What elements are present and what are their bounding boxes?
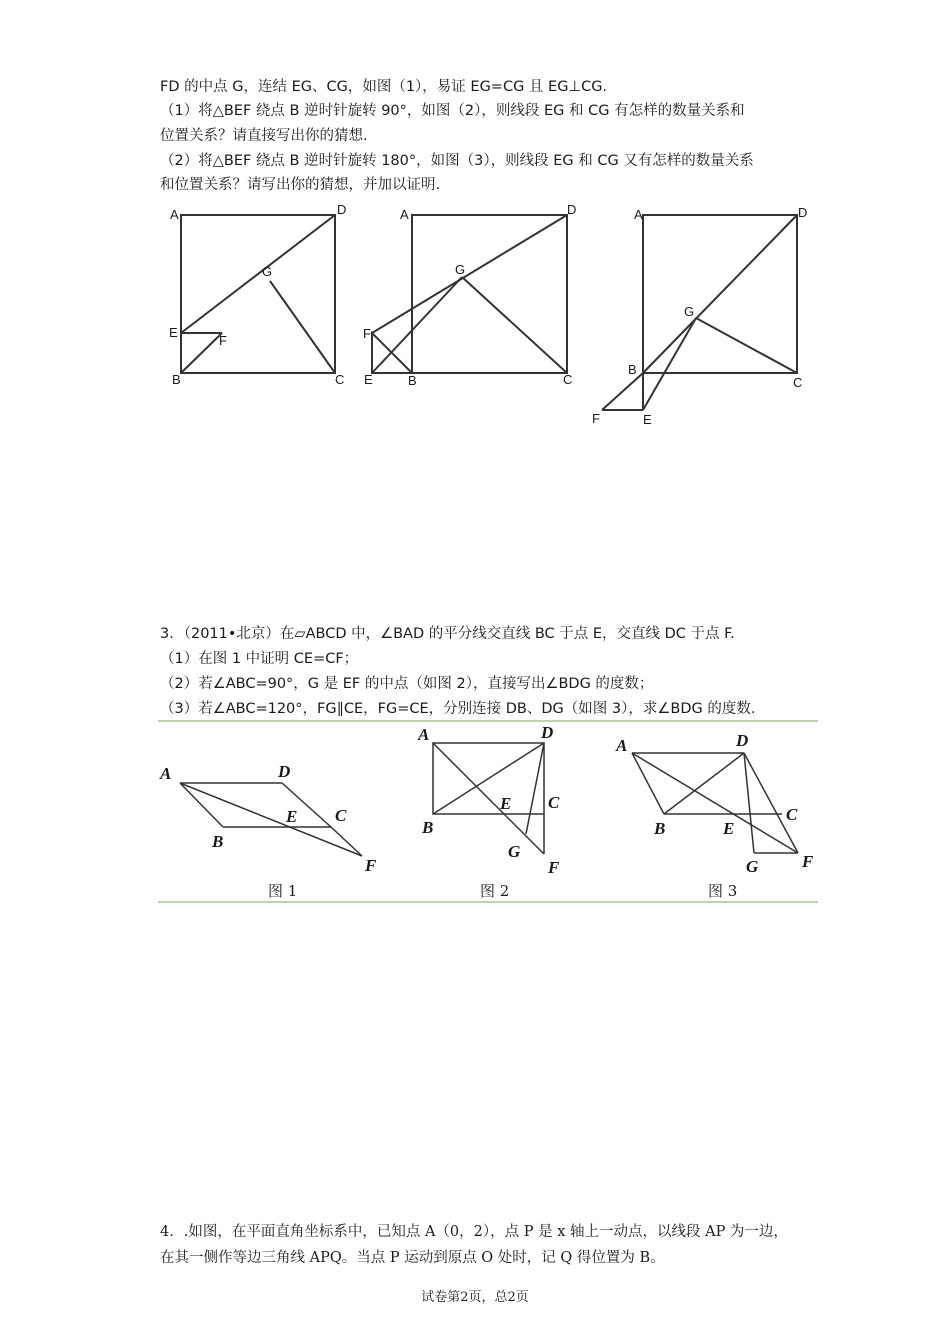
page-footer: 试卷第2页，总2页 xyxy=(421,1290,529,1305)
problem2-question-1: （1）将△BEF 绕点 B 逆时针旋转 90°，如图（2），则线段 EG 和 CG 有怎样的数量关系和 xyxy=(160,103,745,119)
problem2-text-line: FD 的中点 G，连结 EG、CG，如图（1），易证 EG=CG 且 EG⊥CG. xyxy=(160,79,608,95)
label-f: F xyxy=(802,852,814,871)
label-a: A xyxy=(400,207,409,222)
problem3-figure-2 xyxy=(433,743,544,854)
label-f: F xyxy=(363,326,371,341)
label-c: C xyxy=(563,372,573,387)
label-b: B xyxy=(408,373,417,388)
label-e: E xyxy=(723,819,735,838)
label-e: E xyxy=(286,807,298,826)
label-c: C xyxy=(335,806,347,825)
label-g: G xyxy=(262,264,273,279)
label-f: F xyxy=(548,858,560,877)
problem3-question-1: （1）在图 1 中证明 CE=CF； xyxy=(160,651,359,667)
label-e: E xyxy=(500,794,512,813)
label-b: B xyxy=(212,832,224,851)
label-f: F xyxy=(365,856,377,875)
label-a: A xyxy=(418,725,430,744)
figure-caption-2: 图 2 xyxy=(480,882,510,900)
label-c: C xyxy=(335,372,345,387)
label-d: D xyxy=(567,202,577,217)
label-c: C xyxy=(548,793,560,812)
label-d: D xyxy=(798,205,808,220)
label-g: G xyxy=(508,842,521,861)
label-a: A xyxy=(160,764,172,783)
label-b: B xyxy=(422,818,434,837)
problem3-question-2: （2）若∠ABC=90°，G 是 EF 的中点（如图 2），直接写出∠BDG 的度数； xyxy=(160,676,654,692)
label-d: D xyxy=(541,723,554,742)
label-a: A xyxy=(616,736,628,755)
figure-caption-3: 图 3 xyxy=(708,882,738,900)
label-a: A xyxy=(634,207,643,222)
label-g: G xyxy=(455,262,466,277)
problem4-statement: 4．.如图，在平面直角坐标系中，已知点 A（0，2），点 P 是 x 轴上一动点，以线段 AP 为一边， xyxy=(160,1224,788,1240)
problem2-question-1-cont: 位置关系？请直接写出你的猜想. xyxy=(160,128,368,144)
figure-caption-1: 图 1 xyxy=(268,882,298,900)
label-f: F xyxy=(592,411,600,426)
label-a: A xyxy=(170,207,179,222)
label-e: E xyxy=(364,372,373,387)
label-d: D xyxy=(736,731,749,750)
label-b: B xyxy=(654,819,666,838)
problem4-statement-cont: 在其一侧作等边三角线 APQ。当点 P 运动到原点 O 处时，记 Q 得位置为 B。 xyxy=(160,1250,665,1266)
label-g: G xyxy=(746,857,759,876)
label-f: F xyxy=(219,333,227,348)
problem2-question-2: （2）将△BEF 绕点 B 逆时针旋转 180°，如图（3），则线段 EG 和 CG 又有怎样的数量关系 xyxy=(160,153,754,169)
label-d: D xyxy=(337,202,347,217)
label-b: B xyxy=(172,372,181,387)
problem3-statement: 3．（2011•北京）在▱ABCD 中，∠BAD 的平分线交直线 BC 于点 E，交直线 DC 于点 F. xyxy=(160,626,735,642)
label-g: G xyxy=(684,304,695,319)
label-b: B xyxy=(628,362,637,377)
label-c: C xyxy=(793,375,803,390)
label-c: C xyxy=(786,805,798,824)
problem3-question-3: （3）若∠ABC=120°，FG∥CE，FG=CE，分别连接 DB、DG（如图 3），求∠BDG 的度数. xyxy=(160,701,756,717)
problem3-figure-3 xyxy=(632,753,798,853)
label-d: D xyxy=(278,762,291,781)
label-e: E xyxy=(169,325,178,340)
problem2-question-2-cont: 和位置关系？请写出你的猜想，并加以证明. xyxy=(160,177,441,193)
label-e: E xyxy=(643,412,652,427)
